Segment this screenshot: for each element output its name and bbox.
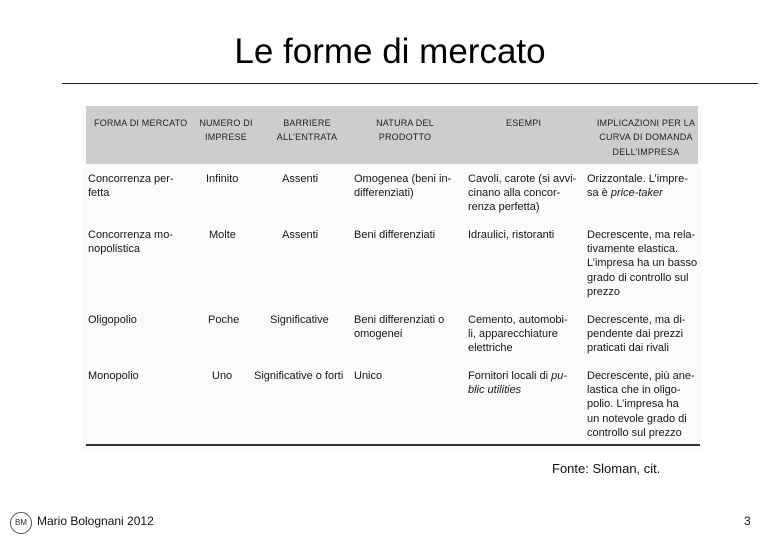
row4-numero: Uno (212, 370, 233, 382)
logo-text: BM (15, 518, 27, 527)
footer-author: Mario Bolognani 2012 (37, 514, 154, 528)
author-logo-icon (10, 512, 32, 534)
row1-barriere: Assenti (282, 173, 319, 185)
row1-forma: Concorrenza per- fetta (88, 173, 174, 200)
header-numero: NUMERO DI IMPRESE (199, 118, 253, 143)
header-esempi: ESEMPI (506, 118, 542, 128)
header-implicazioni: IMPLICAZIONI PER LA CURVA DI DOMANDA DELL’IMPRESA (596, 118, 696, 157)
row1-implicazioni: Orizzontale. L’impre- sa è price-taker (587, 173, 688, 200)
row4-esempi: Fornitori locali di pu- blic utilities (468, 370, 568, 397)
row3-natura: Beni differenziati o omogenei (354, 314, 445, 341)
row2-esempi: Idraulici, ristoranti (468, 229, 555, 241)
page-number: 3 (744, 514, 751, 528)
row4-barriere: Significative o forti (254, 370, 344, 382)
row4-forma: Monopolio (88, 370, 139, 382)
row2-numero: Molte (209, 229, 236, 241)
row2-barriere: Assenti (282, 229, 319, 241)
source-note: Fonte: Sloman, cit. (552, 461, 661, 476)
header-natura: NATURA DEL PRODOTTO (376, 118, 434, 143)
row3-barriere: Significative (270, 314, 329, 326)
row3-numero: Poche (208, 314, 240, 326)
row3-implicazioni: Decrescente, ma di- pendente dai prezzi praticati dai rivali (587, 314, 686, 355)
row4-implicazioni: Decrescente, più ane- lastica che in oligo- polio. L’impresa ha un notevole grado di controllo sul prezzo (587, 370, 695, 439)
row2-natura: Beni differenziati (354, 229, 436, 241)
title-divider (62, 83, 758, 84)
row3-forma: Oligopolio (88, 314, 137, 326)
row4-natura: Unico (354, 370, 383, 382)
table-bottom-rule (86, 444, 700, 446)
row3-esempi: Cemento, automobi- li, apparecchiature elettriche (468, 314, 568, 355)
market-forms-table (82, 106, 702, 450)
row1-natura: Omogenea (beni in- differenziati) (354, 173, 452, 200)
header-barriere: BARRIERE ALL’ENTRATA (276, 118, 338, 143)
table-header (86, 106, 698, 164)
row2-forma: Concorrenza mo- nopolistica (88, 229, 173, 256)
row1-esempi: Cavoli, carote (si avvi- cinano alla concor- renza perfetta) (468, 173, 577, 214)
slide-title: Le forme di mercato (234, 32, 546, 71)
row2-implicazioni: Decrescente, ma rela- tivamente elastica. L’impresa ha un basso grado di controllo sul prezzo (587, 229, 698, 298)
row1-numero: Infinito (206, 173, 239, 185)
header-forma: FORMA DI MERCATO (94, 118, 188, 128)
